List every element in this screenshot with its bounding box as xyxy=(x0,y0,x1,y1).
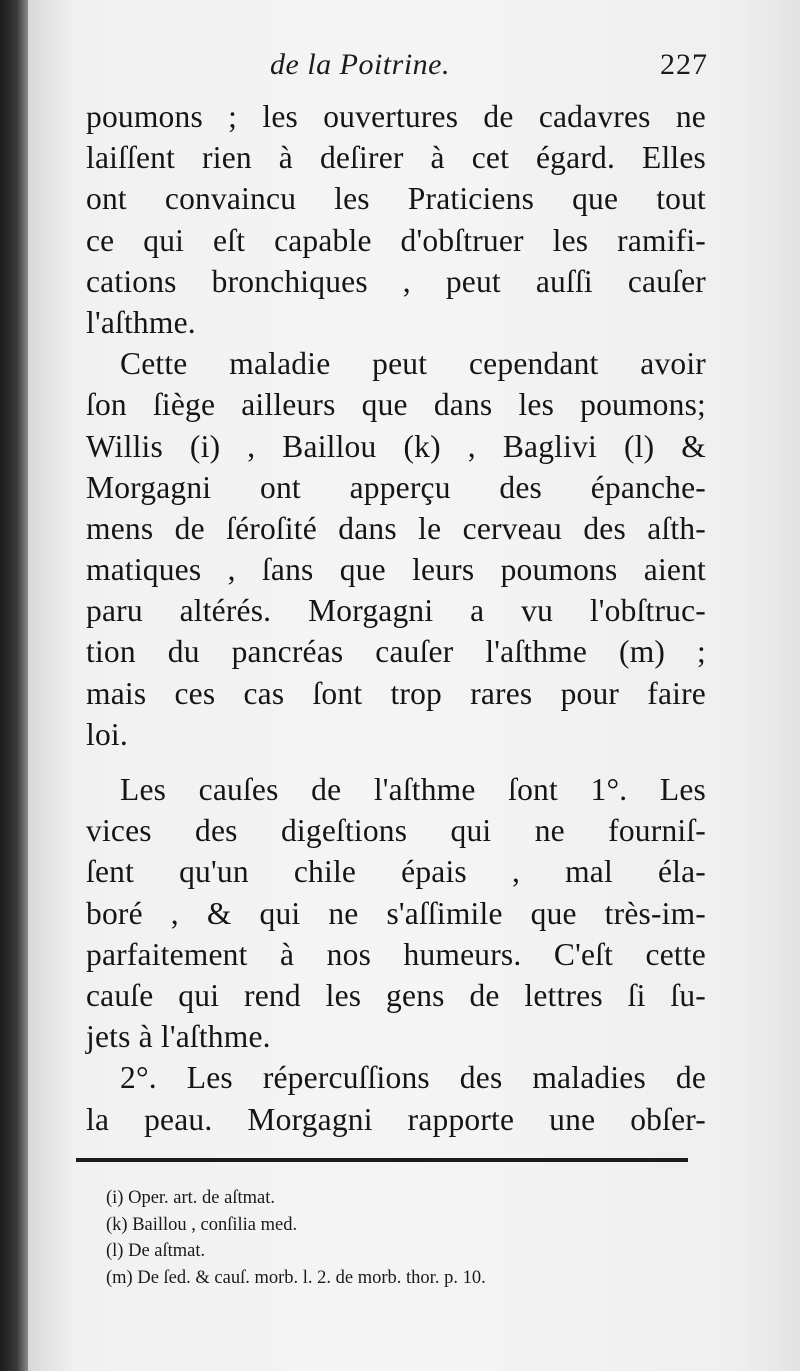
text-line: Willis (i) , Baillou (k) , Baglivi (l) & xyxy=(86,428,706,464)
footnote-k: (k) Baillou , conſilia med. xyxy=(106,1214,298,1235)
text-line: matiques , ſans que leurs poumons aient xyxy=(86,552,706,588)
footnote-rule xyxy=(76,1158,688,1162)
paragraph xyxy=(86,1057,706,1139)
text-line: jets à l'aſthme. xyxy=(86,1019,271,1055)
text-line: loi. xyxy=(86,716,128,752)
text-line: ſon ſiège ailleurs que dans les poumons; xyxy=(86,387,706,423)
page-header xyxy=(88,48,708,88)
paragraph xyxy=(86,343,706,755)
text-line: boré , & qui ne s'aſſimile que très-im- xyxy=(86,895,706,931)
text-line: Les cauſes de l'aſthme ſont 1°. Les xyxy=(120,772,706,807)
text-line: poumons ; les ouvertures de cadavres ne xyxy=(86,99,706,134)
book-page xyxy=(28,0,800,1371)
text-line: l'aſthme. xyxy=(86,304,196,340)
body-text xyxy=(86,96,706,1140)
page-number: 227 xyxy=(660,48,708,81)
text-line: ont convaincu les Praticiens que tout xyxy=(86,181,706,217)
text-line: cations bronchiques , peut auſſi cauſer xyxy=(86,263,706,299)
text-line: laiſſent rien à deſirer à cet égard. Elles xyxy=(86,140,706,176)
text-line: la peau. Morgagni rapporte une obſer- xyxy=(86,1101,706,1137)
footnote-m: (m) De ſed. & cauſ. morb. l. 2. de morb. thor. p. 10. xyxy=(106,1267,486,1288)
text-line: tion du pancréas cauſer l'aſthme (m) ; xyxy=(86,634,706,670)
footnote-i: (i) Oper. art. de aſtmat. xyxy=(106,1188,276,1208)
text-line: ce qui eſt capable d'obſtruer les ramifi- xyxy=(86,222,706,258)
text-line: 2°. Les répercuſſions des maladies de xyxy=(120,1060,706,1096)
text-line: ſent qu'un chile épais , mal éla- xyxy=(86,854,706,890)
running-title: de la Poitrine. xyxy=(270,48,450,81)
text-line: Morgagni ont apperçu des épanche- xyxy=(86,469,706,505)
paragraph xyxy=(86,769,706,1057)
page-gutter-shadow xyxy=(0,0,28,1371)
footnote-l: (l) De aſtmat. xyxy=(106,1241,206,1261)
text-line: Cette maladie peut cependant avoir xyxy=(120,346,706,382)
text-line: cauſe qui rend les gens de lettres ſi ſu- xyxy=(86,977,706,1013)
text-line: mais ces cas ſont trop rares pour faire xyxy=(86,675,706,711)
text-line: vices des digeſtions qui ne fourniſ- xyxy=(86,813,706,849)
footnotes xyxy=(106,1185,706,1291)
text-line: mens de ſéroſité dans le cerveau des aſth- xyxy=(86,510,706,546)
paragraph xyxy=(86,96,706,343)
text-line: parfaitement à nos humeurs. C'eſt cette xyxy=(86,936,706,972)
text-line: paru altérés. Morgagni a vu l'obſtruc- xyxy=(86,593,706,629)
